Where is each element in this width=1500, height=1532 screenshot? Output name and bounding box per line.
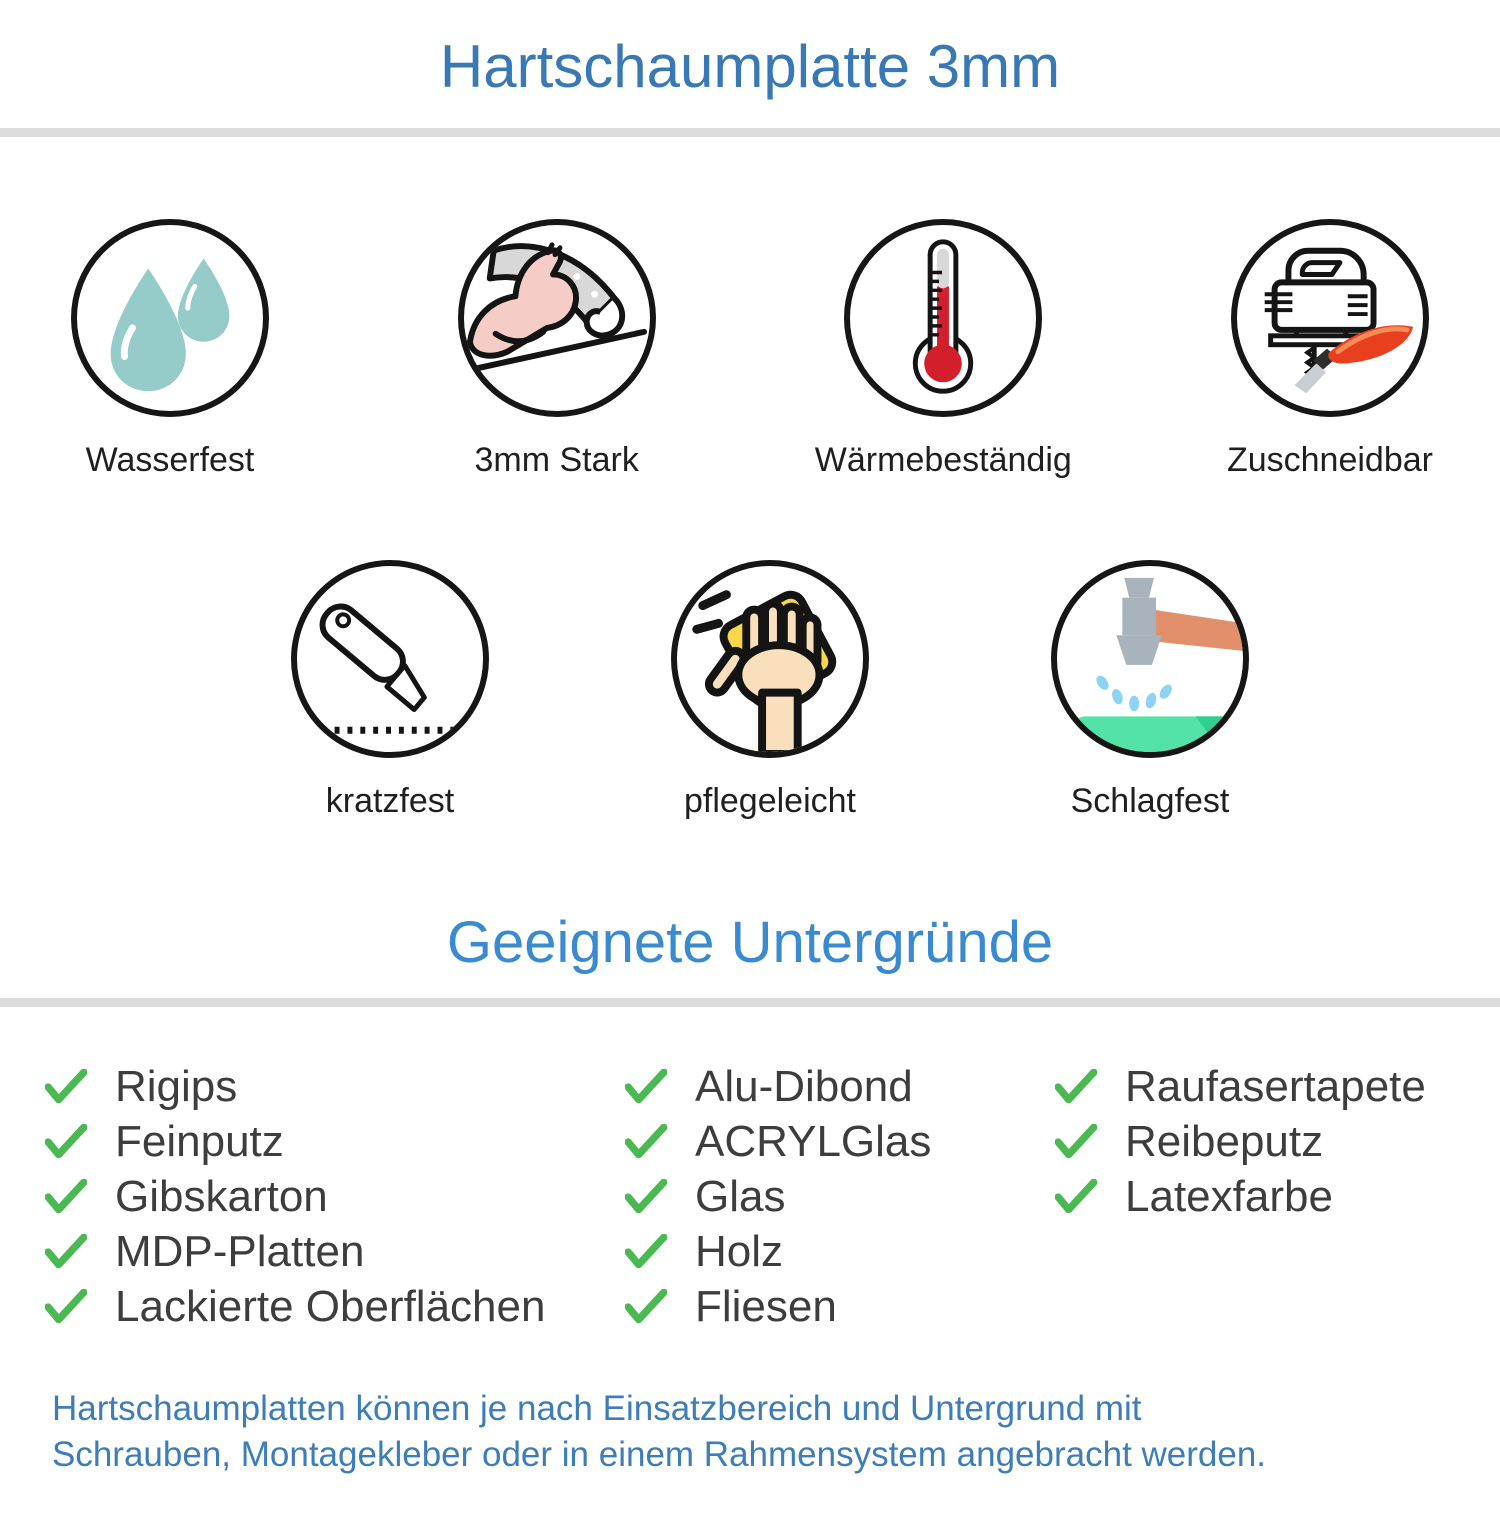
divider-substrates <box>0 998 1500 1007</box>
substrate-label: ACRYLGlas <box>695 1116 932 1166</box>
feature-thickness <box>387 219 727 480</box>
substrate-label: Glas <box>695 1171 786 1221</box>
substrate-label: Alu-Dibond <box>695 1061 913 1111</box>
check-icon <box>625 1289 667 1325</box>
cleaning-hand-icon <box>671 560 869 758</box>
substrate-label: Latexfarbe <box>1125 1171 1333 1221</box>
list-item <box>625 1114 1055 1169</box>
list-item <box>45 1279 625 1334</box>
list-item <box>625 1059 1055 1114</box>
substrate-label: Fliesen <box>695 1281 837 1331</box>
list-item <box>1055 1169 1495 1224</box>
mounting-note <box>52 1386 1500 1478</box>
check-icon <box>625 1234 667 1270</box>
list-item <box>1055 1114 1495 1169</box>
substrate-label: Holz <box>695 1226 784 1276</box>
substrate-column-1 <box>45 1059 625 1334</box>
check-icon <box>45 1234 87 1270</box>
list-item <box>45 1059 625 1114</box>
list-item <box>625 1169 1055 1224</box>
check-icon <box>45 1069 87 1105</box>
jigsaw-cutter-icon <box>1231 219 1429 417</box>
feature-impact-resistant <box>980 560 1320 821</box>
list-item <box>45 1169 625 1224</box>
substrate-label: Gibskarton <box>115 1171 328 1221</box>
infographic-page <box>0 32 1500 1532</box>
feature-label: Schlagfest <box>1070 782 1230 820</box>
mounting-note-line-2: Schrauben, Montagekleber oder in einem Rahmensystem angebracht werden. <box>52 1435 1267 1474</box>
check-icon <box>625 1124 667 1160</box>
check-icon <box>45 1124 87 1160</box>
thermometer-icon <box>844 219 1042 417</box>
check-icon <box>1055 1069 1097 1105</box>
substrates-title: Geeignete Untergründe <box>446 910 1054 975</box>
water-drops-icon <box>71 219 269 417</box>
list-item <box>1055 1059 1495 1114</box>
page-title: Hartschaumplatte 3mm <box>439 33 1061 100</box>
flexed-arm-icon <box>458 219 656 417</box>
substrate-label: Raufasertapete <box>1125 1061 1426 1111</box>
substrate-label: Lackierte Oberflächen <box>115 1281 546 1331</box>
feature-scratchproof <box>220 560 560 821</box>
feature-label: kratzfest <box>325 782 455 820</box>
list-item <box>45 1114 625 1169</box>
check-icon <box>45 1289 87 1325</box>
mounting-note-line-1: Hartschaumplatten können je nach Einsatzbereich und Untergrund mit <box>52 1389 1142 1428</box>
check-icon <box>625 1179 667 1215</box>
feature-heat-resistant <box>773 219 1113 480</box>
substrate-checklist <box>0 1059 1500 1334</box>
feature-label: 3mm Stark <box>474 441 639 479</box>
feature-easy-care <box>600 560 940 821</box>
check-icon <box>1055 1124 1097 1160</box>
feature-label: Wasserfest <box>85 441 255 479</box>
utility-knife-icon <box>291 560 489 758</box>
substrate-label: Reibeputz <box>1125 1116 1324 1166</box>
substrate-column-2 <box>625 1059 1055 1334</box>
list-item <box>625 1224 1055 1279</box>
check-icon <box>45 1179 87 1215</box>
feature-row-1 <box>0 219 1500 480</box>
feature-label: pflegeleicht <box>683 782 856 820</box>
feature-cuttable <box>1160 219 1500 480</box>
list-item <box>625 1279 1055 1334</box>
check-icon <box>1055 1179 1097 1215</box>
feature-label: Zuschneidbar <box>1226 441 1433 479</box>
check-icon <box>625 1069 667 1105</box>
hammer-impact-icon <box>1051 560 1249 758</box>
substrate-column-3 <box>1055 1059 1495 1334</box>
feature-label: Wärmebeständig <box>814 441 1072 479</box>
substrate-label: MDP-Platten <box>115 1226 365 1276</box>
list-item <box>45 1224 625 1279</box>
feature-row-2 <box>0 560 1500 821</box>
substrate-label: Rigips <box>115 1061 238 1111</box>
feature-waterproof <box>0 219 340 480</box>
substrate-label: Feinputz <box>115 1116 284 1166</box>
divider-top <box>0 128 1500 137</box>
